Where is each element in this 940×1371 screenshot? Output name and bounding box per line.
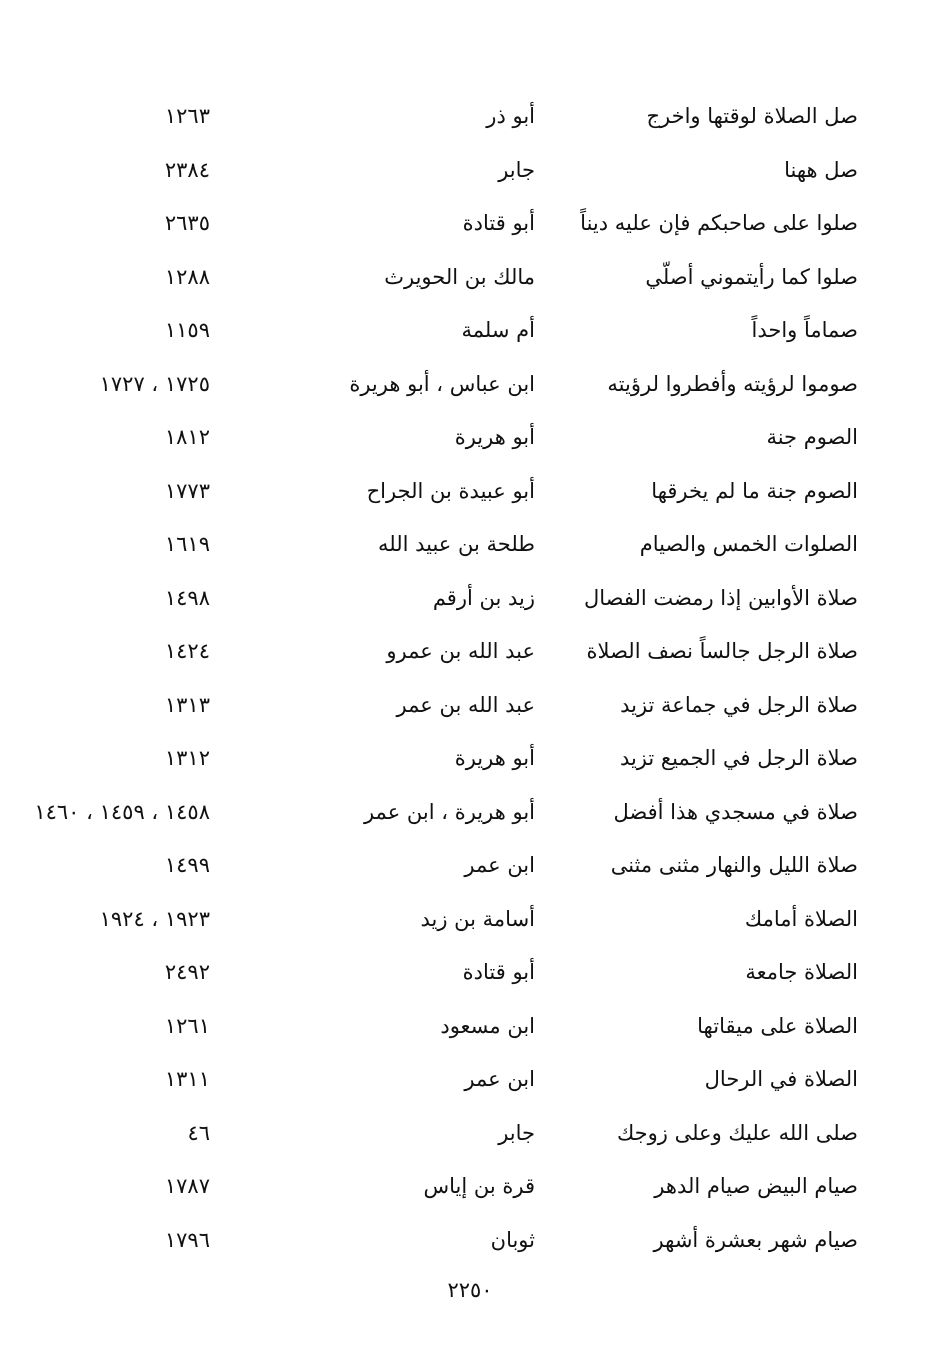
hadith-number: ٢٣٨٤ bbox=[164, 157, 210, 182]
hadith-number: ١٢٦١ bbox=[164, 1013, 210, 1038]
hadith-text: الصلاة أمامك bbox=[744, 906, 858, 931]
narrator-name: قرة بن إياس bbox=[423, 1174, 535, 1198]
narrator-name: أبو هريرة ، ابن عمر bbox=[363, 799, 535, 824]
narrator-name: ثوبان bbox=[490, 1227, 535, 1252]
narrator-name: عبد الله بن عمر bbox=[396, 692, 535, 717]
page-number: ٢٢٥٠ bbox=[447, 1278, 493, 1302]
narrator-name: ابن عباس ، أبو هريرة bbox=[349, 371, 535, 396]
hadith-text: الصلاة على ميقاتها bbox=[697, 1013, 858, 1038]
index-row bbox=[70, 1212, 870, 1266]
hadith-number: ٤٦ bbox=[187, 1120, 210, 1145]
narrator-name: طلحة بن عبيد الله bbox=[377, 532, 535, 556]
hadith-number: ١٧٩٦ bbox=[164, 1227, 210, 1252]
narrator-name: أبو هريرة bbox=[454, 746, 535, 770]
hadith-number: ١٨١٢ bbox=[164, 425, 210, 449]
hadith-number: ١٣١٢ bbox=[164, 746, 210, 770]
hadith-text: الصلوات الخمس والصيام bbox=[639, 532, 858, 556]
hadith-number: ١١٥٩ bbox=[164, 318, 210, 342]
narrator-name: أم سلمة bbox=[461, 318, 535, 342]
index-row bbox=[70, 1158, 870, 1212]
index-row bbox=[70, 463, 870, 517]
narrator-name: أبو قتادة bbox=[462, 211, 535, 235]
hadith-number: ١٦١٩ bbox=[164, 532, 210, 556]
hadith-text: صلوا كما رأيتموني أصلّي bbox=[645, 264, 858, 289]
hadith-text: صل ههنا bbox=[784, 157, 858, 182]
hadith-number: ١٧٧٣ bbox=[164, 478, 210, 503]
index-row bbox=[70, 88, 870, 142]
index-row bbox=[70, 356, 870, 410]
index-row bbox=[70, 142, 870, 196]
hadith-text: صماماً واحداً bbox=[751, 318, 858, 342]
narrator-name: أسامة بن زيد bbox=[420, 906, 535, 931]
hadith-number: ١٧٨٧ bbox=[164, 1174, 210, 1198]
hadith-number: ١٣١١ bbox=[164, 1067, 210, 1091]
hadith-number: ٢٤٩٢ bbox=[164, 960, 210, 984]
hadith-number: ١٤٥٨ ، ١٤٥٩ ، ١٤٦٠ bbox=[34, 799, 210, 824]
hadith-number: ١٢٨٨ bbox=[164, 264, 210, 289]
hadith-text: صيام شهر بعشرة أشهر bbox=[653, 1227, 858, 1252]
hadith-text: صلاة في مسجدي هذا أفضل bbox=[613, 799, 858, 824]
narrator-name: زيد بن أرقم bbox=[432, 585, 535, 610]
index-row bbox=[70, 1105, 870, 1159]
hadith-number: ١٤٩٩ bbox=[164, 853, 210, 877]
narrator-name: عبد الله بن عمرو bbox=[386, 639, 535, 663]
hadith-number: ١٩٢٣ ، ١٩٢٤ bbox=[99, 906, 210, 931]
narrator-name: ابن عمر bbox=[464, 1067, 535, 1091]
hadith-number: ١٤٩٨ bbox=[164, 585, 210, 610]
hadith-number: ١٢٦٣ bbox=[164, 104, 210, 128]
hadith-text: الصلاة في الرحال bbox=[704, 1067, 858, 1091]
narrator-name: ابن مسعود bbox=[440, 1013, 535, 1038]
index-row bbox=[70, 516, 870, 570]
hadith-text: صلاة الرجل جالساً نصف الصلاة bbox=[586, 639, 858, 663]
narrator-name: أبو هريرة bbox=[454, 425, 535, 449]
hadith-text: صوموا لرؤيته وأفطروا لرؤيته bbox=[607, 371, 858, 396]
index-row bbox=[70, 623, 870, 677]
index-row bbox=[70, 249, 870, 303]
index-row bbox=[70, 837, 870, 891]
narrator-name: جابر bbox=[498, 157, 535, 182]
index-row bbox=[70, 302, 870, 356]
hadith-text: صل الصلاة لوقتها واخرج bbox=[646, 104, 858, 128]
hadith-text: الصوم جنة ما لم يخرقها bbox=[651, 478, 858, 503]
narrator-name: مالك بن الحويرث bbox=[384, 264, 535, 289]
hadith-text: صلى الله عليك وعلى زوجك bbox=[616, 1120, 858, 1145]
narrator-name: أبو ذر bbox=[486, 104, 535, 128]
narrator-name: جابر bbox=[498, 1120, 535, 1145]
narrator-name: أبو عبيدة بن الجراح bbox=[366, 478, 535, 503]
hadith-number: ٢٦٣٥ bbox=[164, 211, 210, 235]
hadith-text: صلوا على صاحبكم فإن عليه ديناً bbox=[580, 211, 858, 235]
index-row bbox=[70, 891, 870, 945]
index-row bbox=[70, 998, 870, 1052]
hadith-number: ١٤٢٤ bbox=[164, 639, 210, 663]
hadith-text: الصلاة جامعة bbox=[745, 960, 858, 984]
index-row bbox=[70, 409, 870, 463]
narrator-name: ابن عمر bbox=[464, 853, 535, 877]
hadith-text: صلاة الرجل في الجميع تزيد bbox=[619, 746, 858, 770]
index-row bbox=[70, 1051, 870, 1105]
index-row bbox=[70, 677, 870, 731]
index-row bbox=[70, 944, 870, 998]
index-row bbox=[70, 730, 870, 784]
narrator-name: أبو قتادة bbox=[462, 960, 535, 984]
hadith-text: صلاة الرجل في جماعة تزيد bbox=[620, 692, 858, 717]
hadith-text: الصوم جنة bbox=[766, 425, 858, 449]
index-row bbox=[70, 570, 870, 624]
hadith-text: صيام البيض صيام الدهر bbox=[654, 1174, 858, 1198]
hadith-number: ١٣١٣ bbox=[164, 692, 210, 717]
hadith-text: صلاة الأوابين إذا رمضت الفصال bbox=[584, 585, 858, 610]
index-row bbox=[70, 195, 870, 249]
index-row bbox=[34, 784, 870, 838]
hadith-text: صلاة الليل والنهار مثنى مثنى bbox=[610, 853, 858, 877]
hadith-number: ١٧٢٥ ، ١٧٢٧ bbox=[99, 371, 210, 396]
hadith-index-table bbox=[34, 88, 870, 1265]
